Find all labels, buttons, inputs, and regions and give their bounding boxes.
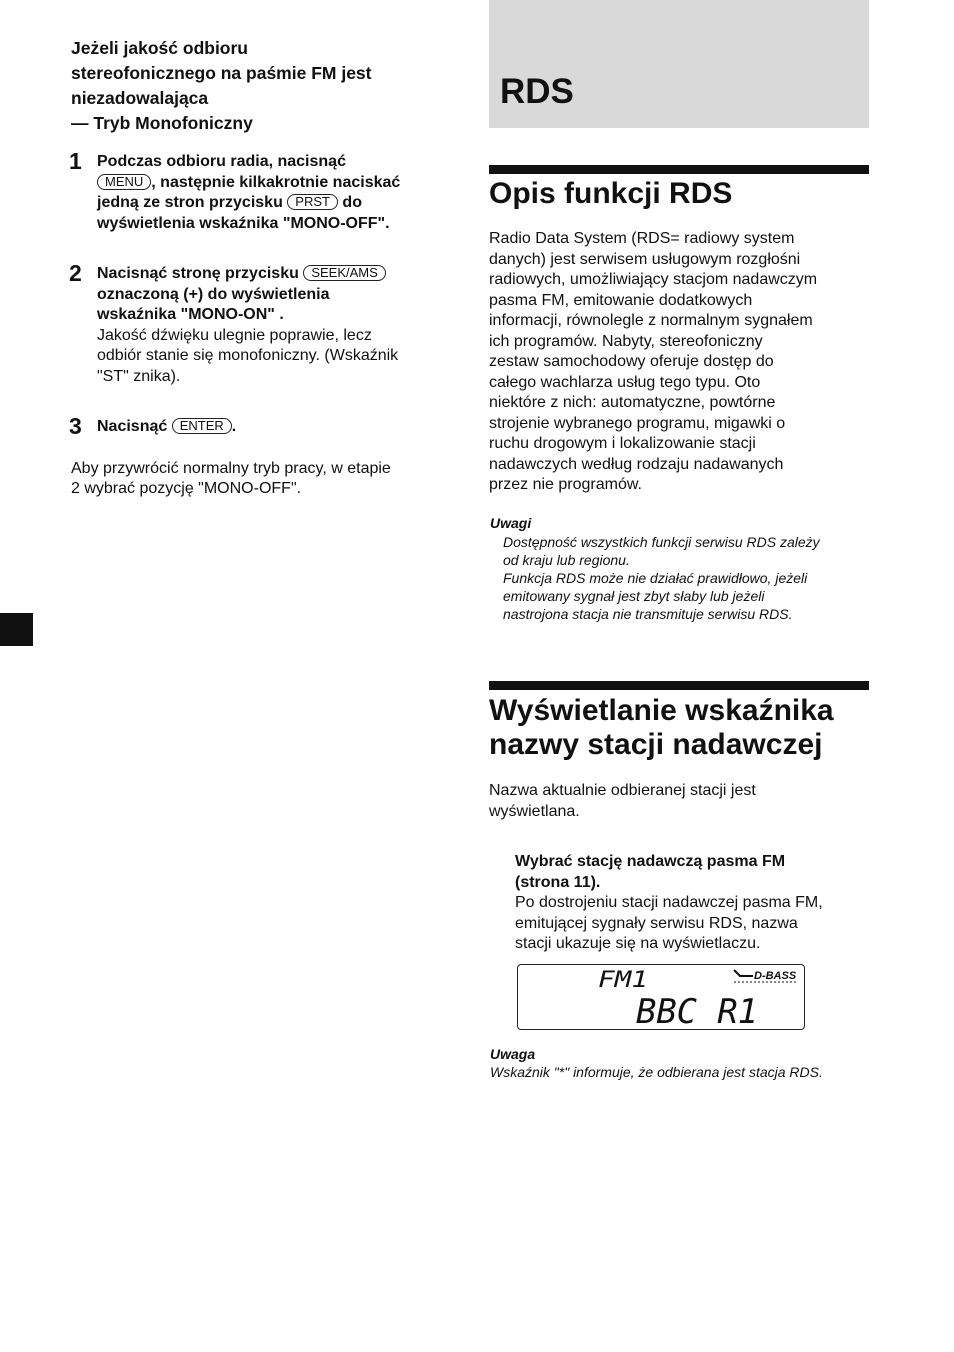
lcd-display-illustration <box>517 964 805 1030</box>
body-line: ruchu drogowym i lokalizowanie stacji <box>489 435 756 452</box>
heading-line: Jeżeli jakość odbioru <box>71 38 248 58</box>
section-rule <box>489 681 869 690</box>
body-line: strojenie wybranego programu, migawki o <box>489 414 786 432</box>
mono-section-heading <box>71 36 451 136</box>
menu-button: MENU <box>97 174 151 190</box>
enter-button: ENTER <box>172 418 232 434</box>
step-body: Jakość dźwięku ulegnie poprawie, lecz <box>97 326 372 344</box>
step-text: jedną ze stron przycisku <box>97 194 283 211</box>
heading-line: — Tryb Monofoniczny <box>71 113 253 133</box>
step-body: odbiór stanie się monofoniczny. (Wskaźnik <box>97 347 399 364</box>
rds-banner-title: RDS <box>500 72 574 111</box>
step-body: "ST" znika). <box>97 367 181 385</box>
note-body: Wskaźnik "*" informuje, że odbierana jest stacja RDS. <box>490 1064 823 1080</box>
step-text: oznaczoną (+) do wyświetlenia <box>97 285 330 303</box>
instruction-line: (strona 11). <box>515 873 601 891</box>
step-number: 2 <box>69 260 82 286</box>
body-line: przez nie programów. <box>489 476 642 493</box>
step-1 <box>69 148 451 234</box>
body-line: nadawczych według rodzaju nadawanych <box>489 455 784 473</box>
note-line: nastrojona stacja nie transmituje serwisu RDS. <box>503 606 793 622</box>
note-heading: Uwaga <box>490 1046 536 1062</box>
body-line: informacji, równolegle z normalnym sygnałem <box>489 312 813 329</box>
step-2 <box>69 260 451 387</box>
restore-paragraph <box>71 459 451 500</box>
rds-banner <box>489 0 869 128</box>
body-line: zestaw samochodowy oferuje dostęp do <box>489 353 774 370</box>
step-number: 1 <box>69 148 82 174</box>
title-line: nazwy stacji nadawczej <box>489 728 823 761</box>
body-line: niektóre z nich: automatyczne, powtórne <box>489 394 776 411</box>
notes-body <box>503 533 873 623</box>
body-line: ich programów. Nabyty, stereofoniczny <box>489 332 763 350</box>
heading-line: niezadowalająca <box>71 88 209 108</box>
restore-line: 2 wybrać pozycję "MONO-OFF". <box>71 480 302 497</box>
note-line: od kraju lub regionu. <box>503 552 630 568</box>
step-number: 3 <box>69 413 82 439</box>
left-column <box>71 36 451 500</box>
intro-line: wyświetlana. <box>489 802 580 820</box>
lcd-display-graphic <box>518 965 804 1029</box>
page-side-tab <box>0 613 33 646</box>
step-text: do <box>342 194 362 211</box>
notes-heading: Uwagi <box>490 515 532 531</box>
step-text: Podczas odbioru radia, nacisnąć <box>97 153 346 170</box>
lcd-station-text: BBC R1 <box>636 992 758 1029</box>
step-text: . <box>231 418 237 435</box>
instruction-line: Wybrać stację nadawczą pasma FM <box>515 853 786 870</box>
station-instruction-body <box>515 893 875 955</box>
lcd-dbass-label: D-BASS <box>754 970 797 982</box>
station-name-title <box>489 694 834 762</box>
body-line: danych) jest serwisem usługowym rozgłośni <box>489 250 801 268</box>
rds-description-title: Opis funkcji RDS <box>489 177 733 210</box>
step-text: , następnie kilkakrotnie naciskać <box>151 173 401 191</box>
step-text: Nacisnąć stronę przycisku <box>97 265 299 282</box>
title-line: Wyświetlanie wskaźnika <box>489 694 834 727</box>
rds-description-body <box>489 229 874 496</box>
note-line: Dostępność wszystkich funkcji serwisu RDS zależy <box>503 534 820 550</box>
step-text: wyświetlenia wskaźnika "MONO-OFF". <box>97 214 390 232</box>
prst-button: PRST <box>287 194 338 210</box>
body-line: radiowych, umożliwiający stacjom nadawczym <box>489 271 818 288</box>
body-line: emitującej sygnały serwisu RDS, nazwa <box>515 914 798 932</box>
dbass-icon <box>734 970 798 982</box>
section-rule <box>489 165 869 174</box>
note-line: Funkcja RDS może nie działać prawidłowo, jeżeli <box>503 570 808 586</box>
body-line: stacji ukazuje się na wyświetlaczu. <box>515 935 761 952</box>
body-line: całego wachlarza usług tego typu. Oto <box>489 373 761 391</box>
step-text: Nacisnąć <box>97 418 168 435</box>
step-3 <box>69 413 451 439</box>
heading-line: stereofonicznego na paśmie FM jest <box>71 63 372 83</box>
station-instruction <box>515 852 785 893</box>
station-name-intro <box>489 781 756 822</box>
body-line: pasma FM, emitowanie dodatkowych <box>489 291 753 309</box>
note-line: emitowany sygnał jest zbyt słaby lub jeżeli <box>503 588 765 604</box>
lcd-band-text: FM1 <box>598 968 648 993</box>
step-text: wskaźnika "MONO-ON" . <box>97 306 284 323</box>
seek-ams-button: SEEK/AMS <box>303 265 385 281</box>
body-line: Radio Data System (RDS= radiowy system <box>489 230 795 247</box>
body-line: Po dostrojeniu stacji nadawczej pasma FM, <box>515 894 823 911</box>
restore-line: Aby przywrócić normalny tryb pracy, w etapie <box>71 459 391 477</box>
intro-line: Nazwa aktualnie odbieranej stacji jest <box>489 782 756 799</box>
right-column <box>489 0 869 1352</box>
